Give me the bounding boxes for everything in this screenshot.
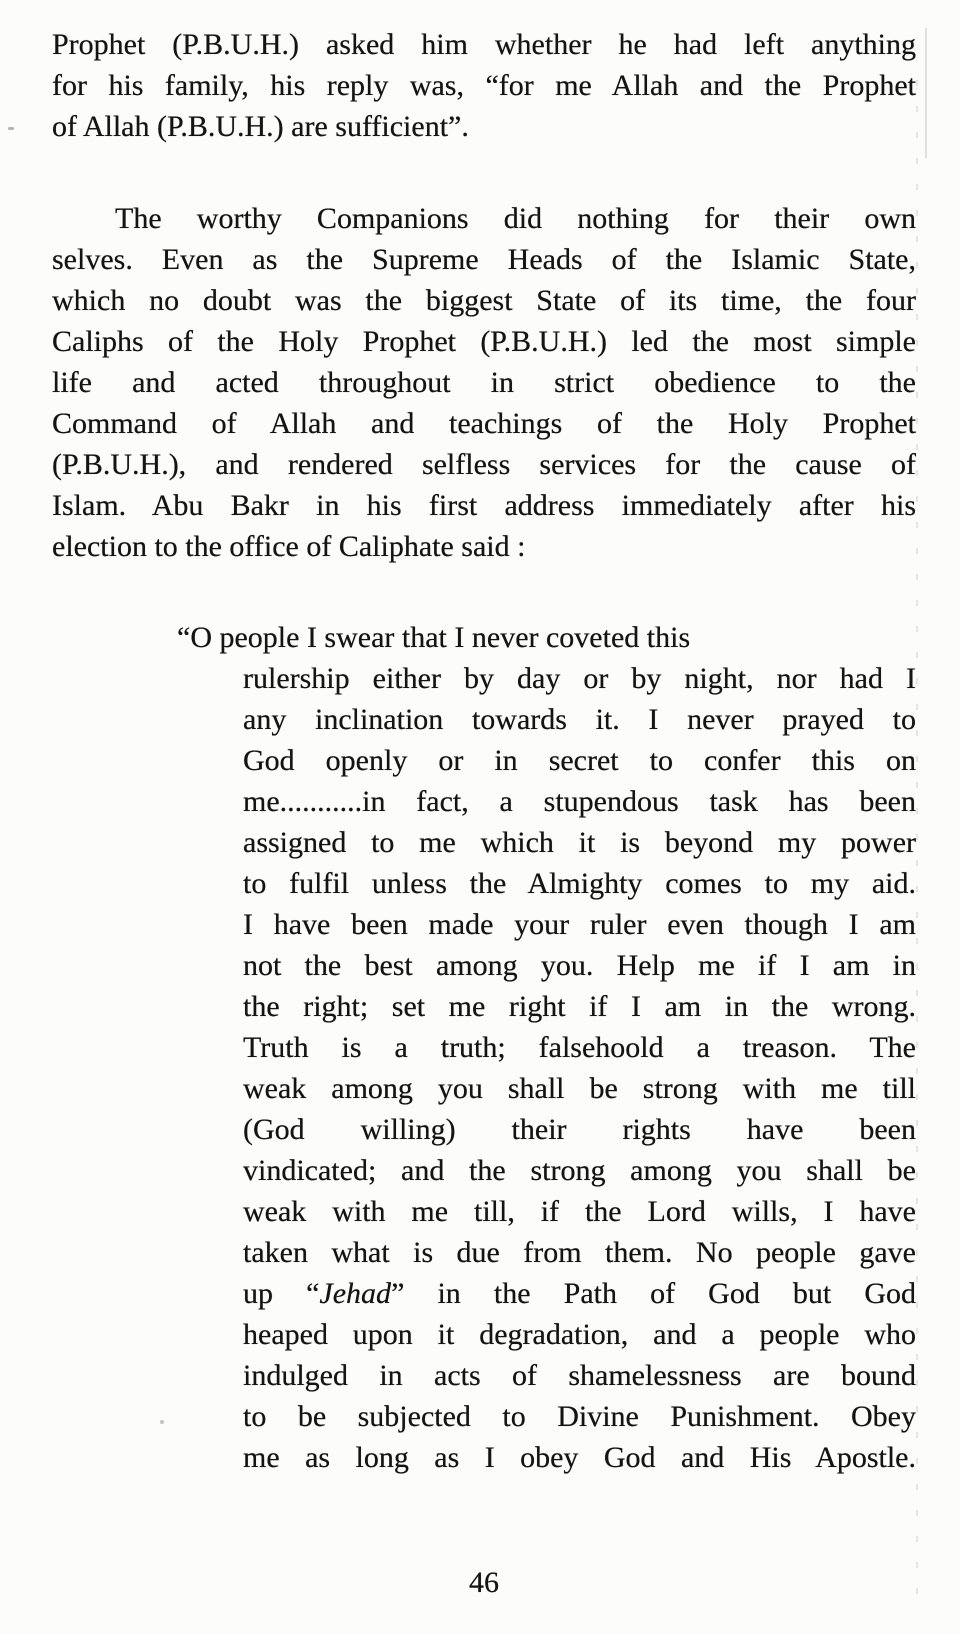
text-line: (God willing) their rights have been [243,1113,916,1146]
text-line: (P.B.U.H.), and rendered selfless services for the cause of [52,448,916,481]
text-line: God openly or in secret to confer this on [243,744,916,777]
italic-word-jehad: Jehad [319,1277,392,1310]
scan-artifact [160,1420,164,1424]
scan-artifact [916,80,918,1610]
text-line: life and acted throughout in strict obedience to the [52,366,916,399]
text-line: not the best among you. Help me if I am in [243,949,916,982]
text-line: The worthy Companions did nothing for their own [115,202,916,235]
paragraph-2 [52,198,916,567]
text-line-jehad [243,1273,916,1314]
text-line: I have been made your ruler even though I am [243,908,916,941]
text-line: Truth is a truth; falsehoold a treason. The [243,1031,916,1064]
text-line: to be subjected to Divine Punishment. Obey [243,1400,916,1433]
text-line: for his family, his reply was, “for me Allah and the Prophet [52,69,916,102]
text-line: Caliphs of the Holy Prophet (P.B.U.H.) led the most simple [52,325,916,358]
text-line: any inclination towards it. I never prayed to [243,703,916,736]
text-line: weak with me till, if the Lord wills, I have [243,1195,916,1228]
block-quote [177,617,916,1478]
text-segment: ” in the Path of God but God [391,1277,916,1310]
paragraph-1 [52,24,916,147]
text-line: which no doubt was the biggest State of its time, the four [52,284,916,317]
page-number-row [52,1562,916,1603]
scan-artifact [8,127,14,130]
text-line: vindicated; and the strong among you shall be [243,1154,916,1187]
page-number: 46 [469,1566,499,1599]
text-line: heaped upon it degradation, and a people who [243,1318,916,1351]
text-segment: up “ [243,1277,320,1310]
text-line: Prophet (P.B.U.H.) asked him whether he had left anything [52,28,916,61]
text-line: me as long as I obey God and His Apostle. [243,1441,916,1474]
text-line: assigned to me which it is beyond my power [243,826,916,859]
text-line: weak among you shall be strong with me till [243,1072,916,1105]
text-line: of Allah (P.B.U.H.) are sufficient”. [52,110,469,143]
text-line: to fulfil unless the Almighty comes to my aid. [243,867,916,900]
text-line: “O people I swear that I never coveted this [177,621,691,654]
text-line: taken what is due from them. No people gave [243,1236,916,1269]
text-line: selves. Even as the Supreme Heads of the Islamic State, [52,243,916,276]
text-line: Islam. Abu Bakr in his first address immediately after his [52,489,916,522]
text-line: election to the office of Caliphate said : [52,530,526,563]
text-line: indulged in acts of shamelessness are bound [243,1359,916,1392]
text-line: rulership either by day or by night, nor had I [243,662,916,695]
text-line: Command of Allah and teachings of the Holy Prophet [52,407,916,440]
text-line: me...........in fact, a stupendous task has been [243,785,916,818]
scan-artifact [925,28,927,158]
text-line: the right; set me right if I am in the wrong. [243,990,916,1023]
text-block [52,24,916,1478]
